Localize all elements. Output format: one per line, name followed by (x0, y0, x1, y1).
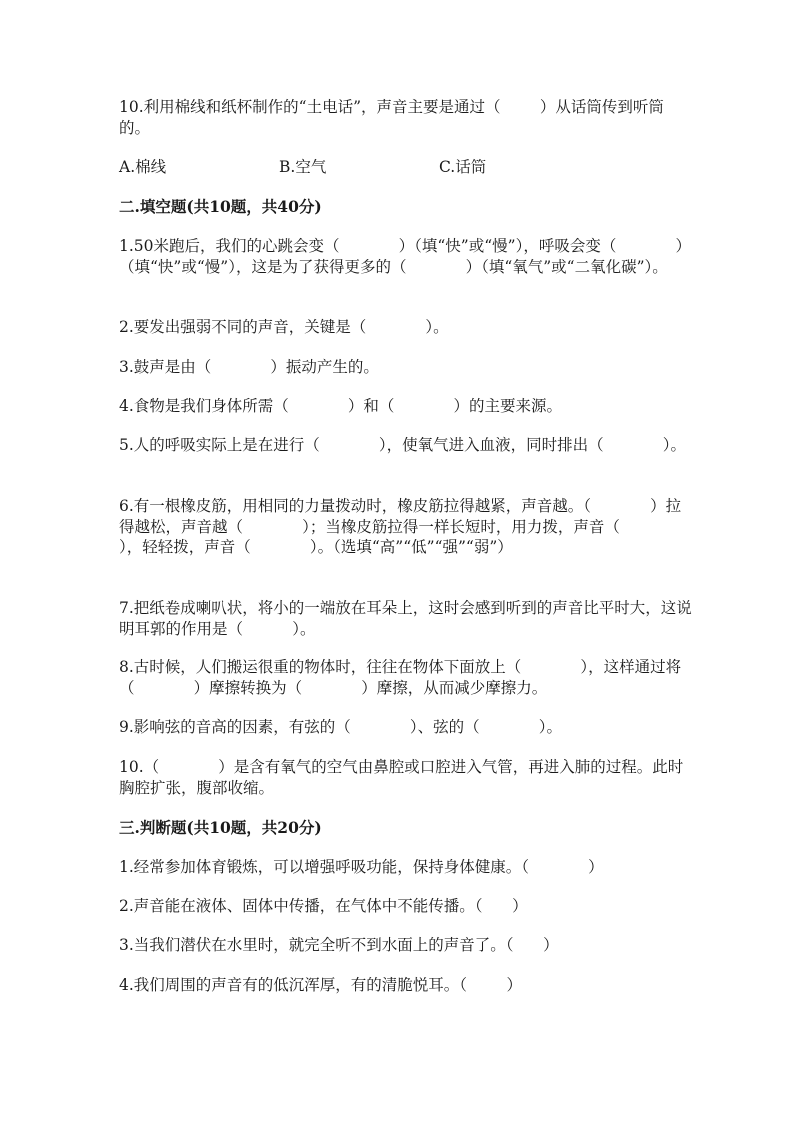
section-heading-fill-blank: 二.填空题(共10题，共40分) (119, 197, 322, 216)
true-false-item-1: 1.经常参加体育锻炼，可以增强呼吸功能，保持身体健康。（ ） (119, 858, 604, 876)
fill-blank-item-8: 8.古时候，人们搬运很重的物体时，往往在物体下面放上（ ），这样通过将（ ）摩擦转换为（ ）摩擦，从而减少摩擦力。 (119, 658, 682, 697)
fill-blank-item-9: 9.影响弦的音高的因素，有弦的（ ）、弦的（ ）。 (119, 718, 563, 736)
fill-blank-item-2: 2.要发出强弱不同的声音，关键是（ ）。 (119, 318, 449, 336)
true-false-item-3: 3.当我们潜伏在水里时，就完全听不到水面上的声音了。（ ） (119, 936, 559, 954)
fill-blank-item-10: 10.（ ）是含有氧气的空气由鼻腔或口腔进入气管，再进入肺的过程。此时胸腔扩张，腹部收缩。 (119, 758, 684, 797)
option-a: A.棉线 (119, 158, 167, 176)
fill-blank-item-4: 4.食物是我们身体所需（ ）和（ ）的主要来源。 (119, 397, 563, 415)
fill-blank-item-3: 3.鼓声是由（ ）振动产生的。 (119, 358, 379, 376)
true-false-item-4: 4.我们周围的声音有的低沉浑厚，有的清脆悦耳。（ ） (119, 976, 522, 994)
section-heading-true-false: 三.判断题(共10题，共20分) (119, 818, 322, 837)
option-b: B.空气 (279, 158, 327, 176)
fill-blank-item-5: 5.人的呼吸实际上是在进行（ ），使氧气进入血液，同时排出（ ）。 (119, 436, 687, 454)
question-10-choice: 10.利用棉线和纸杯制作的“土电话”，声音主要是通过（ ）从话筒传到听筒的。 (119, 98, 664, 137)
option-c: C.话筒 (439, 158, 487, 176)
fill-blank-item-6: 6.有一根橡皮筋，用相同的力量拨动时，橡皮筋拉得越紧，声音越。（ ）拉得越松，声音越（ ）；当橡皮筋拉得一样长短时，用力拨，声音（ ），轻轻拨，声音（ ）。（选填“高”“低”“强”“弱”） (119, 497, 682, 556)
fill-blank-item-7: 7.把纸卷成喇叭状，将小的一端放在耳朵上，这时会感到听到的声音比平时大，这说明耳郭的作用是（ ）。 (119, 599, 692, 638)
true-false-item-2: 2.声音能在液体、固体中传播，在气体中不能传播。（ ） (119, 897, 528, 915)
fill-blank-item-1: 1.50米跑后，我们的心跳会变（ ）（填“快”或“慢”），呼吸会变（ ）（填“快”或“慢”），这是为了获得更多的（ ）（填“氧气”或“二氧化碳”）。 (119, 237, 691, 276)
